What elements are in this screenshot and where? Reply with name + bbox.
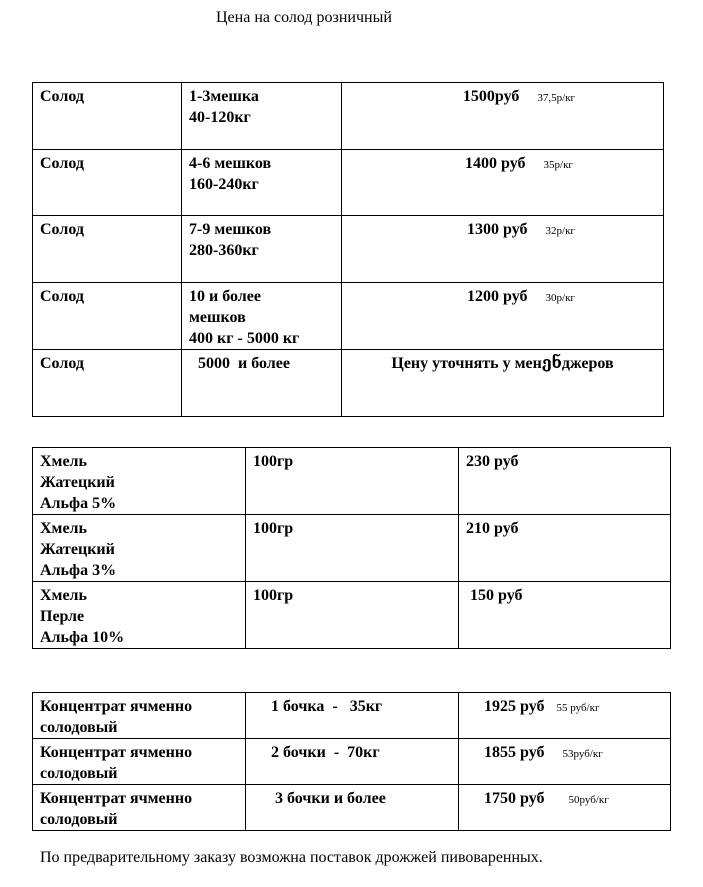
- quantity-line: 400 кг - 5000 кг: [189, 330, 300, 347]
- price-value: 1200 руб: [467, 288, 528, 305]
- price-per-kg: 55 руб/кг: [556, 702, 600, 714]
- quantity-cell: [182, 150, 342, 216]
- product-line: Концентрат ячменно: [40, 744, 193, 761]
- table-row: [33, 582, 671, 649]
- price-value: 1855 руб: [484, 744, 545, 761]
- price-value: 1400 руб: [465, 155, 526, 172]
- title-text: Цена на солод розничный: [216, 9, 392, 26]
- quantity-cell: 3 бочки и более: [246, 785, 459, 831]
- table-row: [33, 739, 671, 785]
- price-value: 1500руб: [462, 88, 520, 105]
- product-cell: [33, 785, 246, 831]
- product-line: Концентрат ячменно: [40, 790, 193, 807]
- product-line: Альфа 5%: [40, 495, 117, 512]
- price-cell: [342, 83, 664, 150]
- product-line: Альфа 3%: [40, 562, 117, 579]
- price-cell: [459, 693, 671, 739]
- concentrate-price-table: [32, 692, 671, 831]
- product-line: Альфа 10%: [40, 629, 125, 646]
- product-line: Хмель: [40, 520, 87, 537]
- product-cell: [33, 515, 246, 582]
- weight-cell: 100гр: [246, 515, 459, 582]
- table-row: [33, 693, 671, 739]
- hops-price-table: [32, 447, 671, 649]
- product-cell: Солод: [33, 216, 182, 283]
- quantity-line: 10 и более: [189, 288, 261, 305]
- table-row: [33, 216, 664, 283]
- quantity-cell: 1 бочка - 35кг: [246, 693, 459, 739]
- price-cell: [342, 283, 664, 350]
- product-cell: [33, 739, 246, 785]
- table-row: [33, 785, 671, 831]
- quantity-line: мешков: [189, 309, 246, 326]
- price-cell: [342, 216, 664, 283]
- quantity-cell: [182, 350, 342, 417]
- product-cell: Солод: [33, 283, 182, 350]
- product-cell: [33, 582, 246, 649]
- price-value: 1750 руб: [484, 790, 545, 807]
- quantity-line: 280-360кг: [189, 242, 259, 259]
- price-per-kg: 50руб/кг: [568, 794, 609, 806]
- quantity-line: 7-9 мешков: [189, 221, 272, 238]
- quantity-line: 5000 и более: [198, 355, 290, 372]
- quantity-cell: [182, 216, 342, 283]
- product-line: Жатецкий: [40, 541, 115, 558]
- product-cell: Солод: [33, 83, 182, 150]
- weight-cell: 100гр: [246, 582, 459, 649]
- quantity-line: 1-3мешка: [189, 88, 259, 105]
- quantity-cell: [182, 283, 342, 350]
- price-per-kg: 32р/кг: [545, 225, 575, 237]
- product-line: Жатецкий: [40, 474, 115, 491]
- table-row: [33, 350, 664, 417]
- quantity-line: 40-120кг: [189, 109, 251, 126]
- price-cell: [342, 150, 664, 216]
- product-line: солодовый: [40, 765, 118, 782]
- product-line: Перле: [40, 608, 85, 625]
- footer-note: По предварительному заказу возможна поставок дрожжей пивоваренных.: [40, 849, 543, 866]
- price-value: 1300 руб: [467, 221, 528, 238]
- quantity-line: 160-240кг: [189, 176, 259, 193]
- table-row: [33, 448, 671, 515]
- price-cell: [342, 350, 664, 417]
- product-cell: [33, 448, 246, 515]
- price-per-kg: 53руб/кг: [562, 748, 603, 760]
- malt-price-table: [32, 82, 664, 417]
- product-line: солодовый: [40, 719, 118, 736]
- product-line: Концентрат ячменно: [40, 698, 193, 715]
- product-line: Хмель: [40, 453, 87, 470]
- price-per-kg: 35р/кг: [543, 159, 573, 171]
- price-cell: 230 руб: [459, 448, 671, 515]
- product-line: солодовый: [40, 811, 118, 828]
- product-line: Хмель: [40, 587, 87, 604]
- product-cell: Солод: [33, 350, 182, 417]
- price-cell: [459, 739, 671, 785]
- weight-cell: 100гр: [246, 448, 459, 515]
- table-row: [33, 283, 664, 350]
- price-cell: 210 руб: [459, 515, 671, 582]
- price-cell: 150 руб: [459, 582, 671, 649]
- quantity-line: 4-6 мешков: [189, 155, 272, 172]
- quantity-cell: 2 бочки - 70кг: [246, 739, 459, 785]
- price-value: 1925 руб: [484, 698, 545, 715]
- price-per-kg: 37,5р/кг: [537, 92, 576, 104]
- table-row: [33, 150, 664, 216]
- quantity-cell: [182, 83, 342, 150]
- product-cell: Солод: [33, 150, 182, 216]
- table-row: [33, 515, 671, 582]
- price-note: Цену уточнять у менენджеров: [391, 355, 614, 372]
- table-row: [33, 83, 664, 150]
- price-per-kg: 30р/кг: [545, 292, 575, 304]
- product-cell: [33, 693, 246, 739]
- price-cell: [459, 785, 671, 831]
